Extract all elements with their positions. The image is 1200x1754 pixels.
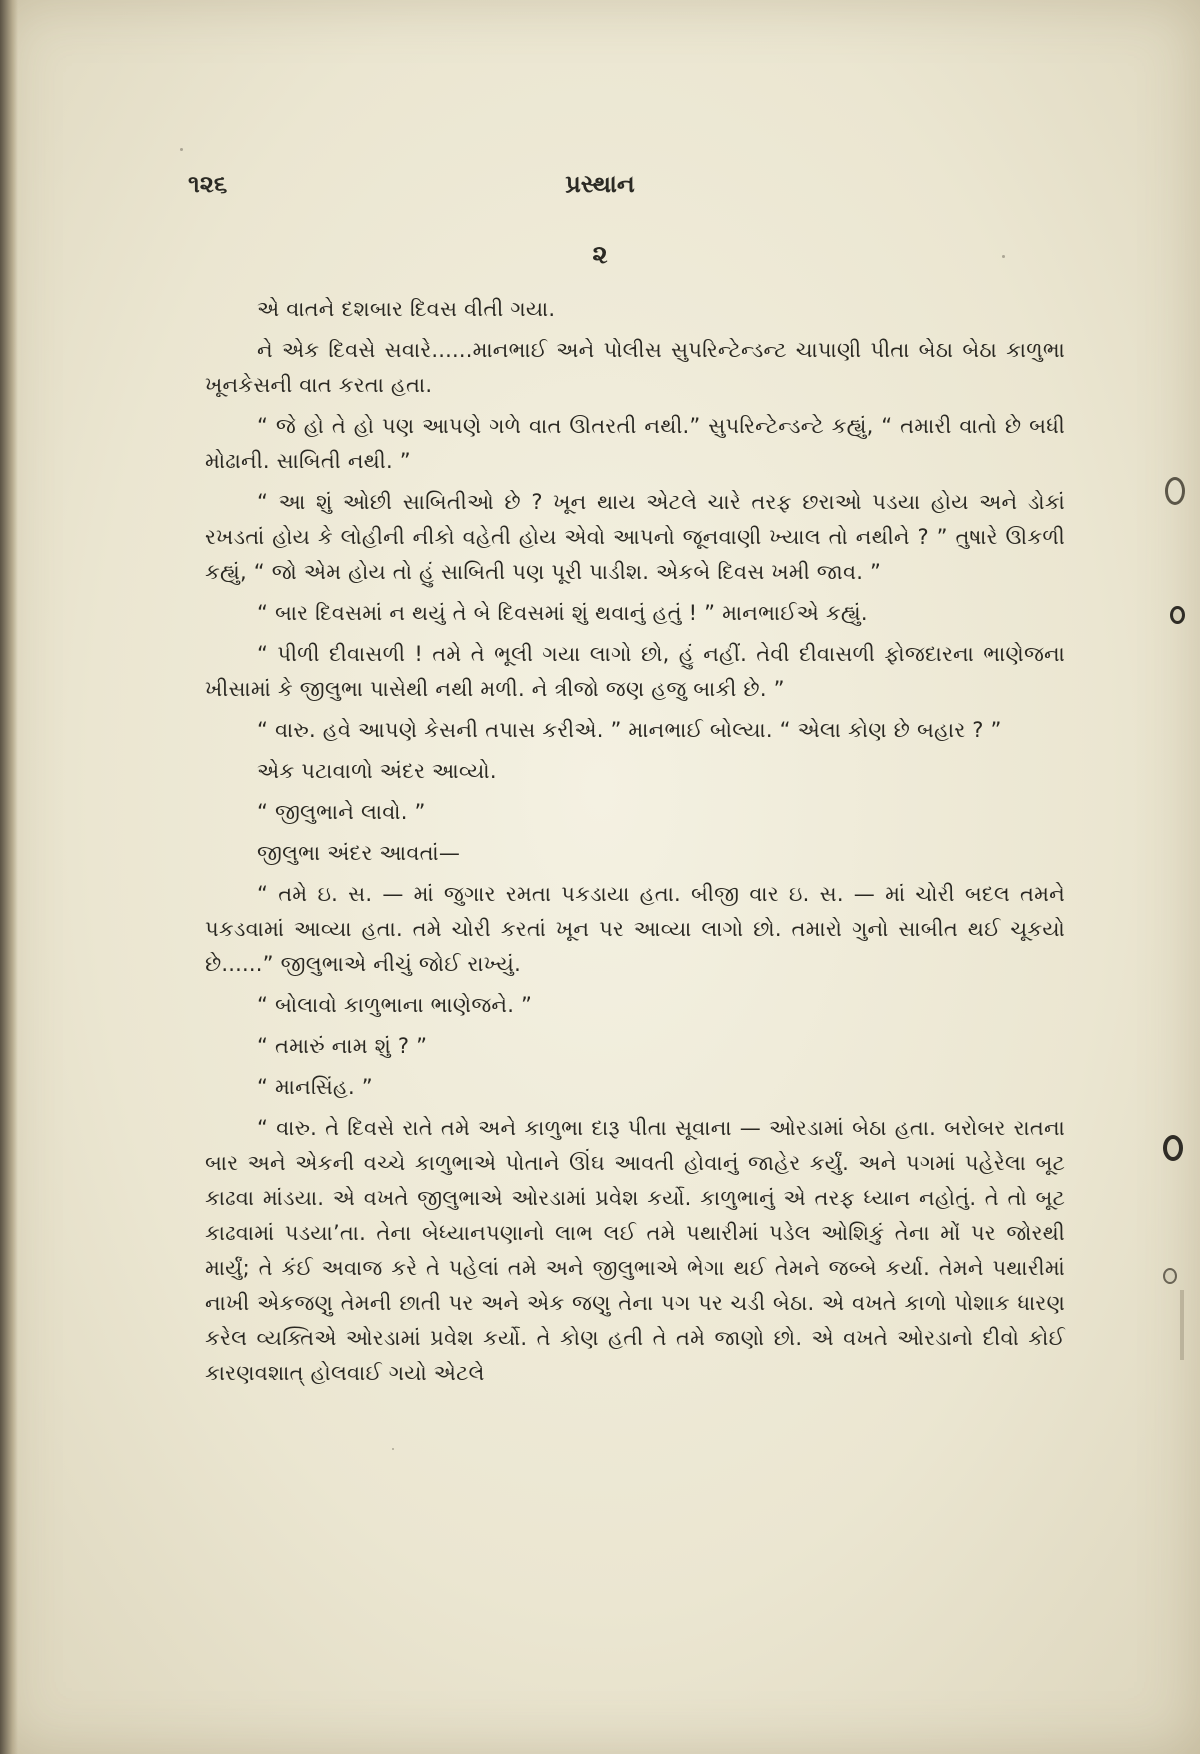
page-header xyxy=(0,170,1200,210)
binding-hole xyxy=(1165,477,1185,505)
paragraph: “ વારુ. તે દિવસે રાતે તમે અને કાળુભા દારૂ પીતા સૂવાના — ઓરડામાં બેઠા હતા. બરોબર રાતના બાર અને એકની વચ્ચે કાળુભાએ પોતાને ઊંઘ આવતી હોવાનું જાહેર કર્યું. અને પગમાં પહેરેલા બૂટ કાઢવા માંડયા. એ વખતે જીલુભાએ ઓરડામાં પ્રવેશ કર્યો. કાળુભાનું એ તરફ ધ્યાન નહોતું. તે તો બૂટ કાઢવામાં પડયા’તા. તેના બેધ્યાનપણાનો લાભ લઈ તમે પથારીમાં પડેલ ઓશિકું તેના મોં પર જોરથી માર્યું; તે કંઈ અવાજ કરે તે પહેલાં તમે અને જીલુભાએ ભેગા થઈ તેમને જબ્બે કર્યા. તેમને પથારીમાં નાખી એકજણુ તેમની છાતી પર અને એક જણુ તેના પગ પર ચડી બેઠા. એ વખતે કાળો પોશાક ધારણ કરેલ વ્યક્તિએ ઓરડામાં પ્રવેશ કર્યો. તે કોણ હતી તે તમે જાણો છો. એ વખતે ઓરડાનો દીવો કોઈ કારણવશાત્ હોલવાઈ ગયો એટલે xyxy=(205,1116,1065,1385)
paragraph: એ વાતને દશબાર દિવસ વીતી ગયા. xyxy=(257,297,556,321)
paragraph: “ જે હો તે હો પણ આપણે ગળે વાત ઊતરતી નથી.” સુપરિન્ટેન્ડન્ટે કહ્યું, “ તમારી વાતો છે બધી મોઢાની. સાબિતી નથી. ” xyxy=(205,414,1065,473)
paragraph: “ પીળી દીવાસળી ! તમે તે ભૂલી ગયા લાગો છો, હું નહીં. તેવી દીવાસળી ફોજદારના ભાણેજના ખીસામાં કે જીલુભા પાસેથી નથી મળી. ને ત્રીજો જણ હજુ બાકી છે. ” xyxy=(205,642,1065,701)
paragraph: “ બાર દિવસમાં ન થયું તે બે દિવસમાં શું થવાનું હતું ! ” માનભાઈએ કહ્યું. xyxy=(257,601,868,625)
paragraph: “ તમે ઇ. સ. — માં જુગાર રમતા પકડાયા હતા. બીજી વાર ઇ. સ. — માં ચોરી બદલ તમને પકડવામાં આવ્યા હતા. તમે ચોરી કરતાં ખૂન પર આવ્યા લાગો છો. તમારો ગુનો સાબીત થઈ ચૂકયો છે......” જીલુભાએ નીચું જોઈ રાખ્યું. xyxy=(205,882,1065,976)
running-title: પ્રસ્થાન xyxy=(565,170,635,198)
binding-hole xyxy=(1163,1268,1177,1284)
paragraph: “ જીલુભાને લાવો. ” xyxy=(257,800,426,824)
page-speck xyxy=(392,1448,394,1450)
binding-hole xyxy=(1163,1135,1183,1161)
paragraph: “ તમારું નામ શું ? ” xyxy=(257,1034,428,1058)
paragraph: “ વારુ. હવે આપણે કેસની તપાસ કરીએ. ” માનભાઈ બોલ્યા. “ એલા કોણ છે બહાર ? ” xyxy=(257,718,1002,742)
paragraph: “ માનસિંહ. ” xyxy=(257,1075,373,1099)
page-speck xyxy=(1002,255,1005,258)
body-text xyxy=(205,292,1065,1397)
section-number: ૨ xyxy=(592,240,608,270)
paragraph: જીલુભા અંદર આવતાં— xyxy=(257,841,461,865)
page-number: ૧૨૬ xyxy=(188,170,228,198)
binding-hole xyxy=(1170,606,1185,624)
paragraph: ને એક દિવસે સવારે......માનભાઈ અને પોલીસ સુપરિન્ટેન્ડન્ટ ચાપાણી પીતા બેઠા બેઠા કાળુભા ખૂનકેસની વાત કરતા હતા. xyxy=(205,338,1065,397)
paragraph: “ આ શું ઓછી સાબિતીઓ છે ? ખૂન થાય એટલે ચારે તરફ છરાઓ પડયા હોય અને ડોકાં રખડતાં હોય કે લોહીની નીકો વહેતી હોય એવો આપનો જૂનવાણી ખ્યાલ તો નથીને ? ” તુષારે ઊકળી કહ્યું, “ જો એમ હોય તો હું સાબિતી પણ પૂરી પાડીશ. એકબે દિવસ ખમી જાવ. ” xyxy=(205,490,1065,584)
page-speck xyxy=(180,148,183,151)
paragraph: “ બોલાવો કાળુભાના ભાણેજને. ” xyxy=(257,993,533,1017)
page-stain xyxy=(1180,1290,1184,1360)
paragraph: એક પટાવાળો અંદર આવ્યો. xyxy=(257,759,497,783)
